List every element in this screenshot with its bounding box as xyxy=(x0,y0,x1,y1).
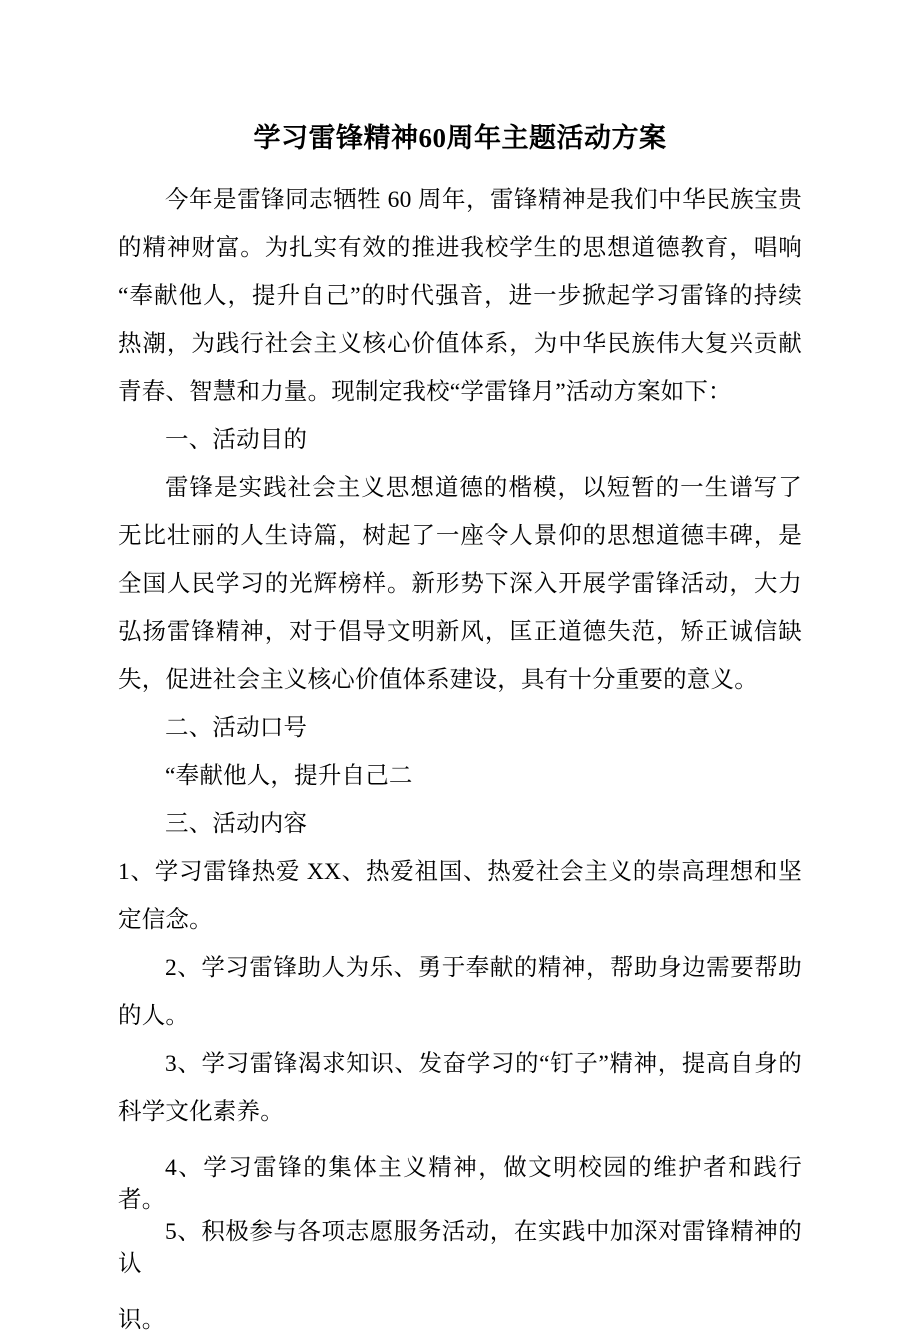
section-body-purpose: 雷锋是实践社会主义思想道德的楷模，以短暂的一生谱写了无比壮丽的人生诗篇，树起了一座令人景仰的思想道德丰碑，是全国人民学习的光辉榜样。新形势下深入开展学雷锋活动，大力弘扬雷锋精神，对于倡导文明新风，匡正道德失范，矫正诚信缺失，促进社会主义核心价值体系建设，具有十分重要的意义。 xyxy=(118,474,802,693)
list-item: 4、学习雷锋的集体主义精神，做文明校园的维护者和践行者。 xyxy=(118,1154,802,1213)
section-heading-slogan: 二、活动口号 xyxy=(165,714,308,741)
section-heading-purpose: 一、活动目的 xyxy=(165,426,308,453)
activity-slogan: “奉献他人，提升自己二 xyxy=(165,762,413,789)
page-title: 学习雷锋精神60周年主题活动方案 xyxy=(253,123,667,153)
list-item: 1、学习雷锋热爱 XX、热爱祖国、热爱社会主义的崇高理想和坚定信念。 xyxy=(118,858,802,933)
document-body xyxy=(118,0,802,1344)
list-item: 5、积极参与各项志愿服务活动，在实践中加深对雷锋精神的认 xyxy=(118,1218,802,1277)
list-item: 2、学习雷锋助人为乐、勇于奉献的精神，帮助身边需要帮助的人。 xyxy=(118,954,802,1029)
intro-paragraph: 今年是雷锋同志牺牲 60 周年，雷锋精神是我们中华民族宝贵的精神财富。为扎实有效的推进我校学生的思想道德教育，唱响“奉献他人，提升自己”的时代强音，进一步掀起学习雷锋的持续热潮，为践行社会主义核心价值体系，为中华民族伟大复兴贡献青春、智慧和力量。现制定我校“学雷锋月”活动方案如下： xyxy=(118,186,802,405)
section-heading-content: 三、活动内容 xyxy=(165,810,308,837)
list-item-continuation: 识。 xyxy=(118,1306,166,1333)
list-item: 3、学习雷锋渴求知识、发奋学习的“钉子”精神，提高自身的科学文化素养。 xyxy=(118,1050,802,1125)
